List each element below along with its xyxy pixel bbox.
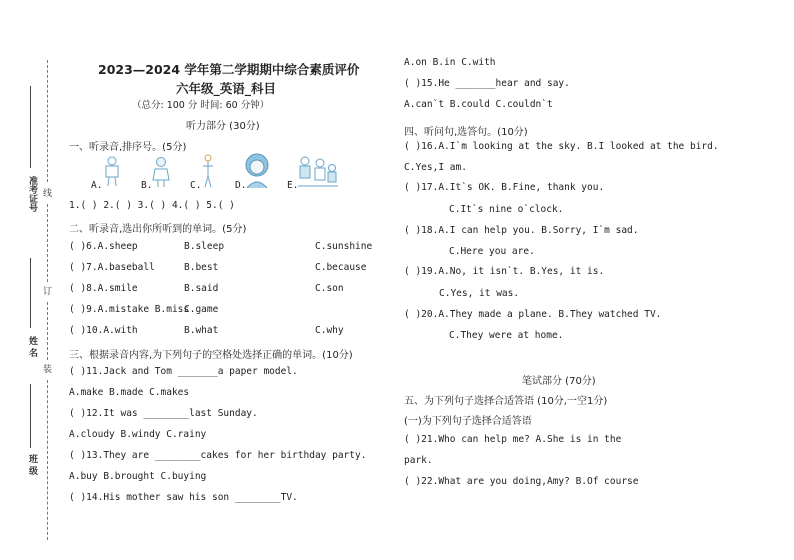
writing-heading: 笔试部分 (70分) [522,376,596,387]
exam-number-line [30,86,31,168]
choice-row-6-col-1: B.sleep [184,241,225,252]
section-3-line-6: ( )14.His mother saw his son ________TV. [69,492,298,503]
class-line [30,384,31,448]
section-4-line-7: C.Yes, it was. [439,288,520,299]
picture-c-kid [200,154,216,188]
picture-e-family [296,154,340,188]
picture-d-woman [244,152,270,188]
section-4-line-5: C.Here you are. [449,246,535,257]
section-4-line-1: C.Yes,I am. [404,162,467,173]
continued-line-2: A.can`t B.could C.couldn`t [404,99,553,110]
continued-line-0: A.on B.in C.with [404,57,496,68]
choice-row-7-col-0: ( )7.A.baseball [69,262,155,273]
exam-title: 2023—2024 学年第二学期期中综合素质评价 [98,62,360,77]
section-3-line-2: ( )12.It was ________last Sunday. [69,408,258,419]
option-label-d: D. [235,180,247,191]
option-label-a: A. [91,180,103,191]
section-3-line-1: A.make B.made C.makes [69,387,190,398]
choice-row-6-col-2: C.sunshine [315,241,373,252]
cut-line-mid [47,204,48,282]
exam-info: （总分: 100 分 时间: 60 分钟） [132,100,270,111]
choice-row-9-col-1: C.game [184,304,219,315]
section-3-line-5: A.buy B.brought C.buying [69,471,207,482]
section-4-line-8: ( )20.A.They made a plane. B.They watched TV. [404,309,662,320]
continued-line-1: ( )15.He _______hear and say. [404,78,570,89]
exam-number-label: 准考证号 [27,176,37,212]
name-label: 姓 名 [27,336,37,358]
section-5-line-1: park. [404,455,433,466]
section-2-title: 二、听录音,选出你所听到的单词。(5分) [69,224,247,235]
binding-margin [0,0,62,560]
choice-row-7-col-2: C.because [315,262,367,273]
section-4-line-3: C.It`s nine o`clock. [449,204,564,215]
choice-row-10-col-2: C.why [315,325,344,336]
section-5-line-0: ( )21.Who can help me? A.She is in the [404,434,622,445]
option-label-c: C. [190,180,202,191]
section-5-line-2: ( )22.What are you doing,Amy? B.Of course [404,476,639,487]
listening-heading: 听力部分 (30分) [186,121,260,132]
section-5-subtitle: (一)为下列句子选择合适答语 [404,416,532,427]
option-label-b: B. [141,180,153,191]
option-label-e: E. [287,180,299,191]
section-3-line-3: A.cloudy B.windy C.rainy [69,429,207,440]
cut-line-mid2 [47,302,48,360]
section-4-line-9: C.They were at home. [449,330,564,341]
ordering-blanks: 1.( ) 2.( ) 3.( ) 4.( ) 5.( ) [69,200,235,211]
choice-row-10-col-1: B.what [184,325,219,336]
choice-row-9-col-0: ( )9.A.mistake B.miss [69,304,190,315]
class-label: 班 级 [27,454,37,476]
section-1-title: 一、听录音,排序号。(5分) [69,142,187,153]
name-line [30,258,31,328]
section-3-title: 三、根据录音内容,为下列句子的空格处选择正确的单词。(10分) [69,350,353,361]
choice-row-8-col-0: ( )8.A.smile [69,283,138,294]
section-4-line-4: ( )18.A.I can help you. B.Sorry, I`m sad. [404,225,639,236]
section-4-line-2: ( )17.A.It`s OK. B.Fine, thank you. [404,182,605,193]
exam-subtitle: 六年级_英语_科目 [176,81,277,96]
choice-row-10-col-0: ( )10.A.with [69,325,138,336]
section-3-line-4: ( )13.They are ________cakes for her birthday party. [69,450,367,461]
choice-row-7-col-1: B.best [184,262,219,273]
choice-row-8-col-1: B.said [184,283,219,294]
picture-a-boy [100,156,124,188]
section-5-title: 五、为下列句子选择合适答语 (10分,一空1分) [404,396,608,407]
choice-row-6-col-0: ( )6.A.sheep [69,241,138,252]
section-3-line-0: ( )11.Jack and Tom _______a paper model. [69,366,298,377]
picture-b-girl [150,156,172,188]
cut-line-ding: 订 [41,286,51,295]
section-4-line-0: ( )16.A.I`m looking at the sky. B.I looked at the bird. [404,141,719,152]
choice-row-8-col-2: C.son [315,283,344,294]
cut-line-top [47,60,48,182]
cut-line-bottom [47,380,48,540]
cut-line-zhuang: 装 [41,364,51,373]
section-4-line-6: ( )19.A.No, it isn`t. B.Yes, it is. [404,266,605,277]
section-4-title: 四、听问句,选答句。(10分) [404,127,528,138]
cut-line-xian: 线 [41,188,51,197]
